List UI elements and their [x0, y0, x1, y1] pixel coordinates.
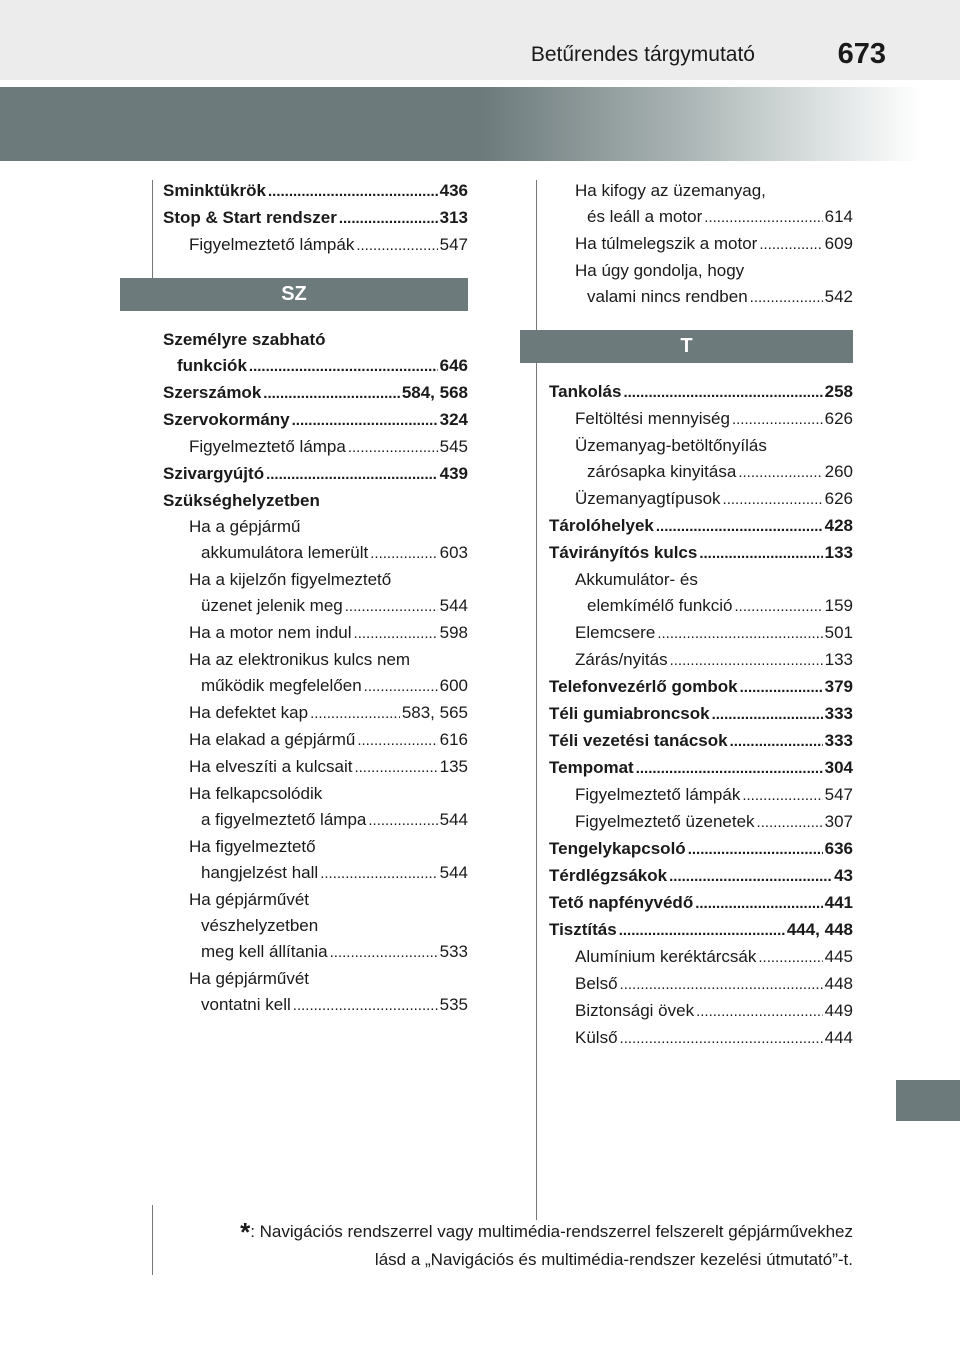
dot-leader [712, 702, 823, 728]
entry-term: Zárás/nyitás [575, 650, 668, 669]
index-entry [549, 406, 853, 433]
top-strip [0, 0, 960, 80]
dot-leader [623, 380, 822, 406]
entry-term: Szivargyújtó [163, 464, 265, 483]
entry-term: hangjelzést hall [201, 863, 319, 882]
dot-leader [263, 381, 400, 407]
entry-term: Figyelmeztető lámpa [189, 437, 346, 456]
entry-page-ref: 533 [439, 942, 468, 961]
entry-page-ref: 501 [824, 623, 853, 642]
entry-term: Elemcsere [575, 623, 656, 642]
index-entry [549, 204, 853, 231]
index-entry [163, 540, 468, 567]
dot-leader [723, 487, 823, 513]
index-column-left [163, 178, 468, 1019]
entry-page-ref: 545 [439, 437, 468, 456]
index-entry [163, 380, 468, 407]
entry-page-ref: 547 [824, 785, 853, 804]
entry-term: Külső [575, 1028, 618, 1047]
entry-term: funkciók [177, 356, 247, 375]
entry-term: Telefonvezérlő gombok [549, 677, 738, 696]
entry-term: Feltöltési mennyiség [575, 409, 730, 428]
entry-term: Térdlégzsákok [549, 866, 668, 885]
entry-page-ref: 439 [439, 464, 468, 483]
dot-leader [750, 285, 823, 311]
entry-term: Ha figyelmeztető [189, 837, 316, 856]
entry-term: Figyelmeztető lámpák [189, 235, 355, 254]
entry-term: Ha a kijelzőn figyelmeztető [189, 570, 392, 589]
index-entry [549, 284, 853, 311]
index-entry [163, 966, 468, 992]
dot-leader [730, 729, 823, 755]
dot-leader [738, 460, 822, 486]
index-entry [163, 567, 468, 593]
entry-term: vészhelyzetben [201, 916, 319, 935]
entry-term: Távirányítós kulcs [549, 543, 698, 562]
dot-leader [656, 514, 823, 540]
entry-term: Téli vezetési tanácsok [549, 731, 728, 750]
footnote [153, 1218, 853, 1273]
index-column-right [549, 178, 853, 1052]
dot-leader [320, 861, 437, 887]
entry-term: Szükséghelyzetben [163, 491, 320, 510]
index-entry [549, 944, 853, 971]
footnote-line-1 [153, 1218, 853, 1246]
entry-page-ref: 616 [439, 730, 468, 749]
index-entry [163, 860, 468, 887]
entry-term: Tető napfényvédő [549, 893, 694, 912]
index-entry [163, 992, 468, 1019]
index-entry [549, 379, 853, 406]
index-entry [549, 258, 853, 284]
entry-term: Ha elakad a gépjármű [189, 730, 356, 749]
dot-leader [758, 945, 822, 971]
index-entry [163, 353, 468, 380]
index-entry [163, 807, 468, 834]
entry-term: üzenet jelenik meg [201, 596, 343, 615]
entry-term: Alumínium keréktárcsák [575, 947, 757, 966]
entry-term: Szervokormány [163, 410, 290, 429]
entry-term: Figyelmeztető üzenetek [575, 812, 755, 831]
index-entry [549, 890, 853, 917]
header-title: Betűrendes tárgymutató [530, 43, 755, 66]
entry-page-ref: 544 [439, 863, 468, 882]
section-header: T [520, 330, 853, 363]
entry-term: Ha elveszíti a kulcsait [189, 757, 353, 776]
dot-leader [759, 232, 822, 258]
entry-page-ref: 441 [824, 893, 853, 912]
dot-leader [657, 621, 822, 647]
entry-page-ref: 547 [439, 235, 468, 254]
index-entry [163, 327, 468, 353]
entry-term: Belső [575, 974, 618, 993]
index-entry [163, 673, 468, 700]
entry-term: Tengelykapcsoló [549, 839, 686, 858]
dot-leader [339, 206, 438, 232]
entry-page-ref: 626 [824, 409, 853, 428]
entry-term: valami nincs rendben [587, 287, 748, 306]
entry-page-ref: 43 [834, 866, 853, 885]
dot-leader [268, 179, 438, 205]
index-entry [549, 540, 853, 567]
index-entry [549, 674, 853, 701]
entry-page-ref: 304 [824, 758, 853, 777]
dot-leader [619, 918, 785, 944]
index-entry [163, 232, 468, 259]
dot-leader [292, 408, 438, 434]
dot-leader [688, 837, 823, 863]
entry-page-ref: 379 [824, 677, 853, 696]
entry-term: Téli gumiabroncsok [549, 704, 710, 723]
entry-page-ref: 544 [439, 810, 468, 829]
index-entry [549, 1025, 853, 1052]
entry-term: Akkumulátor- és [575, 570, 698, 589]
entry-term: Tankolás [549, 382, 622, 401]
entry-term: Biztonsági övek [575, 1001, 695, 1020]
index-entry [163, 620, 468, 647]
dot-leader [695, 891, 822, 917]
index-entry [549, 917, 853, 944]
index-entry [163, 834, 468, 860]
dot-leader [266, 462, 438, 488]
footnote-line-2: lásd a „Navigációs és multimédia-rendszer kezelési útmutató”-t. [374, 1250, 853, 1269]
entry-term: Ha gépjárművét [189, 890, 310, 909]
section-header: SZ [120, 278, 468, 311]
index-entry [163, 913, 468, 939]
entry-page-ref: 313 [439, 208, 468, 227]
entry-term: Ha úgy gondolja, hogy [575, 261, 745, 280]
index-entry [549, 231, 853, 258]
entry-page-ref: 544 [439, 596, 468, 615]
dot-leader [354, 621, 438, 647]
index-entry [163, 887, 468, 913]
entry-page-ref: 583, 565 [401, 703, 468, 722]
entry-page-ref: 535 [439, 995, 468, 1014]
dot-leader [732, 407, 823, 433]
entry-term: Tárolóhelyek [549, 516, 654, 535]
entry-term: Ha gépjárművét [189, 969, 310, 988]
dot-leader [740, 675, 823, 701]
entry-term: működik megfelelően [201, 676, 362, 695]
dot-leader [735, 594, 823, 620]
entry-page-ref: 646 [439, 356, 468, 375]
entry-page-ref: 324 [439, 410, 468, 429]
entry-term: Ha defektet kap [189, 703, 309, 722]
dot-leader [757, 810, 823, 836]
entry-page-ref: 333 [824, 731, 853, 750]
entry-page-ref: 614 [824, 207, 853, 226]
column-rule-left [152, 180, 153, 280]
index-entry [549, 647, 853, 674]
index-entry [549, 593, 853, 620]
dot-leader [354, 755, 437, 781]
entry-page-ref: 584, 568 [401, 383, 468, 402]
index-entry [549, 513, 853, 540]
index-entry [549, 433, 853, 459]
entry-term: Szerszámok [163, 383, 262, 402]
entry-page-ref: 449 [824, 1001, 853, 1020]
index-entry [163, 178, 468, 205]
index-entry [549, 459, 853, 486]
entry-term: Ha kifogy az üzemanyag, [575, 181, 766, 200]
entry-term: meg kell állítania [201, 942, 328, 961]
entry-page-ref: 444 [824, 1028, 853, 1047]
index-entry [163, 488, 468, 514]
entry-page-ref: 445 [824, 947, 853, 966]
entry-page-ref: 448 [824, 974, 853, 993]
entry-term: akkumulátora lemerült [201, 543, 369, 562]
index-entry [163, 727, 468, 754]
entry-term: Ha felkapcsolódik [189, 784, 323, 803]
index-entry [163, 781, 468, 807]
page-number: 673 [837, 38, 886, 70]
dot-leader [293, 993, 438, 1019]
index-entry [549, 809, 853, 836]
entry-term: Figyelmeztető lámpák [575, 785, 741, 804]
entry-page-ref: 133 [824, 650, 853, 669]
entry-term: Ha az elektronikus kulcs nem [189, 650, 411, 669]
entry-term: Stop & Start rendszer [163, 208, 337, 227]
entry-page-ref: 307 [824, 812, 853, 831]
header-band [0, 87, 960, 161]
index-entry [549, 971, 853, 998]
index-entry [549, 178, 853, 204]
dot-leader [310, 701, 400, 727]
dot-leader [742, 783, 822, 809]
index-entry [549, 755, 853, 782]
index-entry [163, 205, 468, 232]
entry-term: elemkímélő funkció [587, 596, 733, 615]
entry-page-ref: 636 [824, 839, 853, 858]
entry-term: Tisztítás [549, 920, 617, 939]
index-entry [163, 461, 468, 488]
dot-leader [370, 541, 437, 567]
entry-page-ref: 258 [824, 382, 853, 401]
dot-leader [699, 541, 822, 567]
dot-leader [620, 1026, 823, 1052]
entry-term: Ha a gépjármű [189, 517, 301, 536]
footnote-text-1: : Navigációs rendszerrel vagy multimédia-rendszerrel felszerelt gépjárművekhez [250, 1222, 853, 1241]
dot-leader [704, 205, 822, 231]
entry-term: zárósapka kinyitása [587, 462, 737, 481]
thumb-index-tab [896, 1080, 960, 1121]
index-entry [549, 701, 853, 728]
entry-term: Sminktükrök [163, 181, 266, 200]
index-entry [549, 728, 853, 755]
dot-leader [368, 808, 437, 834]
index-entry [163, 647, 468, 673]
dot-leader [364, 674, 438, 700]
entry-term: Üzemanyagtípusok [575, 489, 721, 508]
entry-page-ref: 444, 448 [786, 920, 853, 939]
dot-leader [348, 435, 438, 461]
dot-leader [345, 594, 438, 620]
entry-page-ref: 598 [439, 623, 468, 642]
entry-page-ref: 626 [824, 489, 853, 508]
entry-page-ref: 159 [824, 596, 853, 615]
dot-leader [249, 354, 438, 380]
index-entry [549, 863, 853, 890]
index-entry [549, 620, 853, 647]
entry-term: vontatni kell [201, 995, 291, 1014]
index-entry [549, 567, 853, 593]
dot-leader [330, 940, 438, 966]
entry-page-ref: 542 [824, 287, 853, 306]
index-entry [549, 782, 853, 809]
entry-page-ref: 333 [824, 704, 853, 723]
entry-page-ref: 428 [824, 516, 853, 535]
entry-page-ref: 133 [824, 543, 853, 562]
index-entry [163, 593, 468, 620]
index-entry [549, 998, 853, 1025]
entry-term: a figyelmeztető lámpa [201, 810, 367, 829]
entry-page-ref: 436 [439, 181, 468, 200]
entry-page-ref: 260 [824, 462, 853, 481]
entry-term: Ha a motor nem indul [189, 623, 352, 642]
index-entry [549, 486, 853, 513]
dot-leader [636, 756, 823, 782]
footnote-marker: * [240, 1217, 251, 1247]
index-entry [163, 754, 468, 781]
index-entry [549, 836, 853, 863]
dot-leader [357, 728, 437, 754]
entry-term: Üzemanyag-betöltőnyílás [575, 436, 767, 455]
entry-term: Személyre szabható [163, 330, 326, 349]
entry-term: Ha túlmelegszik a motor [575, 234, 758, 253]
dot-leader [620, 972, 823, 998]
index-entry [163, 700, 468, 727]
entry-term: Tempomat [549, 758, 634, 777]
entry-page-ref: 135 [439, 757, 468, 776]
dot-leader [670, 648, 823, 674]
dot-leader [669, 864, 832, 890]
index-entry [163, 514, 468, 540]
index-entry [163, 939, 468, 966]
entry-page-ref: 603 [439, 543, 468, 562]
entry-term: és leáll a motor [587, 207, 703, 226]
dot-leader [356, 233, 437, 259]
entry-page-ref: 609 [824, 234, 853, 253]
index-entry [163, 434, 468, 461]
entry-page-ref: 600 [439, 676, 468, 695]
dot-leader [696, 999, 823, 1025]
index-entry [163, 407, 468, 434]
